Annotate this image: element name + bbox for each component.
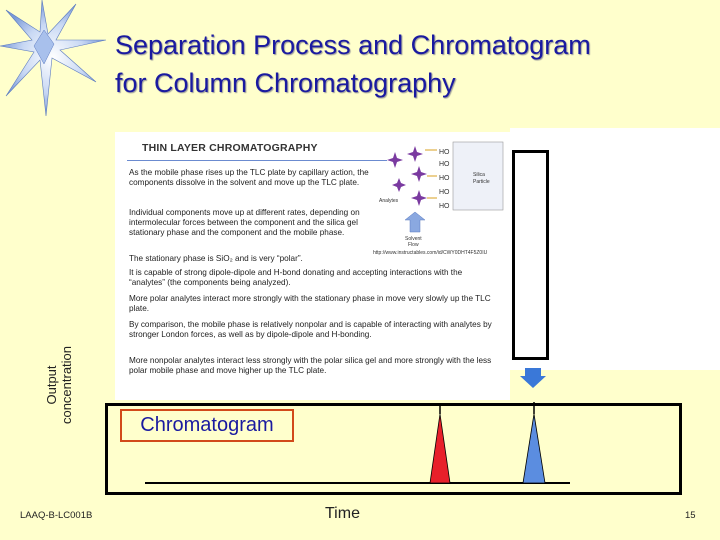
diagram-particle-label: Particle bbox=[473, 179, 490, 185]
diagram-silica-label: Silica bbox=[473, 172, 485, 178]
peak-2 bbox=[523, 414, 545, 483]
slide-title-line2: for Column Chromatography bbox=[115, 68, 456, 98]
tlc-paragraph-2: Individual components move up at different rates, depending on intermolecular forces between the component and the silica gel stationary phase and the component and the mobile phase. bbox=[129, 208, 360, 237]
tlc-source-url: http://www.instructables.com/id/CWY0DHT4F5Z0IU bbox=[373, 250, 488, 256]
silica-particle-diagram bbox=[375, 136, 510, 248]
solvent-flow-arrow-icon bbox=[405, 212, 425, 232]
down-arrow-icon bbox=[520, 368, 546, 388]
diagram-ho-2: HO bbox=[439, 161, 450, 168]
diagram-flow-label: Flow bbox=[408, 242, 419, 248]
tlc-paragraph-6: By comparison, the mobile phase is relatively nonpolar and is capable of interacting with analytes by stronger London forces, as well as by dipole-dipole and H-bonding. bbox=[129, 320, 492, 339]
y-axis-label: Output concentration bbox=[44, 345, 74, 425]
tlc-paragraph-1: As the mobile phase rises up the TLC plate by capillary action, the components dissolve in the solvent and move up the TLC plate. bbox=[129, 168, 369, 187]
chromatogram-peaks bbox=[420, 400, 560, 486]
peak-1 bbox=[430, 414, 450, 483]
tlc-paragraph-4: It is capable of strong dipole-dipole and H-bond donating and accepting interactions with the “analytes” (the components being analyzed). bbox=[129, 268, 463, 287]
x-axis-label: Time bbox=[325, 505, 360, 522]
diagram-ho-1: HO bbox=[439, 149, 450, 156]
chromatography-column bbox=[512, 150, 549, 360]
diagram-solvent-label: Solvent bbox=[405, 236, 422, 242]
footer-course-id: LAAQ-B-LC001B bbox=[20, 510, 93, 521]
tlc-paragraph-3: The stationary phase is SiO₂ and is very “polar”. bbox=[129, 254, 303, 263]
diagram-ho-4: HO bbox=[439, 189, 450, 196]
tlc-explanation-image bbox=[115, 132, 510, 400]
star-logo-icon bbox=[0, 0, 110, 118]
analyte-sparkles bbox=[387, 146, 427, 206]
diagram-ho-3: HO bbox=[439, 175, 450, 182]
page-number: 15 bbox=[685, 510, 696, 521]
tlc-paragraph-7: More nonpolar analytes interact less strongly with the polar silica gel and more strongly with the less polar mobile phase and move higher up the TLC plate. bbox=[129, 356, 492, 375]
chromatogram-label: Chromatogram bbox=[120, 409, 294, 442]
diagram-analytes-label: Analytes bbox=[379, 198, 399, 204]
tlc-heading-rule bbox=[127, 160, 387, 161]
tlc-paragraph-5: More polar analytes interact more strongly with the stationary phase in move very slowly up the TLC plate. bbox=[129, 294, 491, 313]
tlc-heading: THIN LAYER CHROMATOGRAPHY bbox=[142, 142, 318, 154]
diagram-ho-5: HO bbox=[439, 203, 450, 210]
slide-title-line1: Separation Process and Chromatogram bbox=[115, 30, 591, 60]
